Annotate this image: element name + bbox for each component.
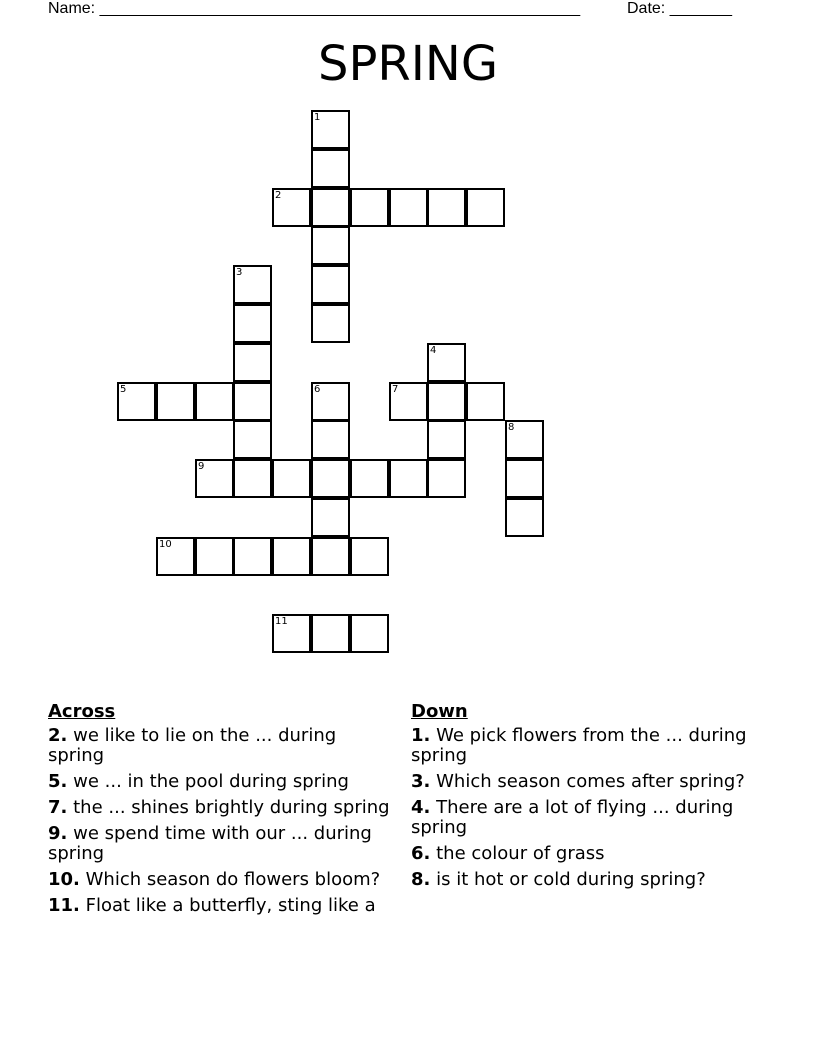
clue-number: 6. [411, 843, 431, 864]
grid-cell[interactable] [311, 188, 350, 227]
grid-cell[interactable] [233, 343, 272, 382]
across-clue [48, 870, 393, 890]
grid-cell[interactable] [389, 459, 428, 498]
clue-text: There are a lot of flying ... during spring [411, 797, 734, 838]
date-field-line: Date: _______ [627, 0, 732, 17]
grid-cell[interactable] [117, 382, 156, 421]
clue-number: 10. [48, 869, 80, 890]
cell-number: 9 [198, 461, 205, 472]
across-clues [48, 702, 393, 922]
down-clue [411, 844, 756, 864]
cell-number: 8 [508, 422, 515, 433]
down-clue [411, 798, 756, 838]
grid-cell[interactable] [156, 537, 195, 576]
across-clue [48, 772, 393, 792]
clue-number: 5. [48, 771, 68, 792]
clue-number: 9. [48, 823, 68, 844]
grid-cell[interactable] [233, 304, 272, 343]
grid-cell[interactable] [505, 420, 544, 459]
grid-cell[interactable] [350, 459, 389, 498]
cell-number: 3 [236, 267, 243, 278]
grid-cell[interactable] [272, 459, 311, 498]
grid-cell[interactable] [195, 459, 234, 498]
grid-cell[interactable] [350, 537, 389, 576]
grid-cell[interactable] [311, 420, 350, 459]
grid-cell[interactable] [427, 343, 466, 382]
clue-number: 7. [48, 797, 68, 818]
grid-cell[interactable] [427, 188, 466, 227]
grid-cell[interactable] [311, 304, 350, 343]
clue-number: 1. [411, 725, 431, 746]
clue-text: we ... in the pool during spring [73, 771, 349, 792]
down-clue [411, 726, 756, 766]
across-clue [48, 798, 393, 818]
page-title: SPRING [317, 36, 499, 92]
cell-number: 11 [275, 616, 288, 627]
grid-cell[interactable] [233, 459, 272, 498]
clue-text: Float like a butterfly, sting like a [85, 895, 376, 916]
grid-cell[interactable] [233, 265, 272, 304]
across-clue [48, 726, 393, 766]
grid-cell[interactable] [427, 420, 466, 459]
grid-cell[interactable] [389, 188, 428, 227]
grid-cell[interactable] [311, 265, 350, 304]
down-heading: Down [411, 701, 468, 722]
clue-number: 8. [411, 869, 431, 890]
grid-cell[interactable] [195, 537, 234, 576]
grid-cell[interactable] [272, 614, 311, 653]
clue-text: we spend time with our ... during spring [48, 823, 372, 864]
down-clue [411, 870, 756, 890]
clue-text: the colour of grass [436, 843, 605, 864]
grid-cell[interactable] [311, 537, 350, 576]
grid-cell[interactable] [350, 614, 389, 653]
grid-cell[interactable] [389, 382, 428, 421]
down-clue [411, 772, 756, 792]
clue-number: 4. [411, 797, 431, 818]
down-clue-list [411, 726, 756, 890]
cell-number: 1 [314, 112, 321, 123]
grid-cell[interactable] [505, 498, 544, 537]
clue-number: 3. [411, 771, 431, 792]
clue-text: Which season comes after spring? [436, 771, 745, 792]
grid-cell[interactable] [233, 537, 272, 576]
grid-cell[interactable] [466, 382, 505, 421]
across-clue [48, 896, 393, 916]
grid-cell[interactable] [311, 110, 350, 149]
clue-number: 11. [48, 895, 80, 916]
across-clue-list [48, 726, 393, 916]
grid-cell[interactable] [311, 498, 350, 537]
grid-cell[interactable] [311, 149, 350, 188]
grid-cell[interactable] [156, 382, 195, 421]
name-field-line: Name: ______________________________________________________ [48, 0, 581, 17]
grid-cell[interactable] [427, 382, 466, 421]
grid-cell[interactable] [311, 614, 350, 653]
cell-number: 4 [430, 345, 437, 356]
grid-cell[interactable] [466, 188, 505, 227]
grid-cell[interactable] [195, 382, 234, 421]
grid-cell[interactable] [272, 188, 311, 227]
cell-number: 5 [120, 384, 127, 395]
grid-cell[interactable] [505, 459, 544, 498]
clue-number: 2. [48, 725, 68, 746]
grid-cell[interactable] [311, 382, 350, 421]
clue-text: the ... shines brightly during spring [73, 797, 390, 818]
grid-cell[interactable] [350, 188, 389, 227]
across-heading: Across [48, 701, 116, 722]
cell-number: 7 [392, 384, 399, 395]
cell-number: 6 [314, 384, 321, 395]
grid-cell[interactable] [233, 420, 272, 459]
grid-cell[interactable] [311, 226, 350, 265]
grid-cell[interactable] [427, 459, 466, 498]
down-clues [411, 702, 756, 896]
clue-text: We pick flowers from the ... during spring [411, 725, 747, 766]
grid-cell[interactable] [233, 382, 272, 421]
cell-number: 2 [275, 190, 282, 201]
clue-text: Which season do flowers bloom? [85, 869, 381, 890]
grid-cell[interactable] [272, 537, 311, 576]
across-clue [48, 824, 393, 864]
cell-number: 10 [159, 539, 172, 550]
clue-text: is it hot or cold during spring? [436, 869, 706, 890]
grid-cell[interactable] [311, 459, 350, 498]
clue-text: we like to lie on the ... during spring [48, 725, 337, 766]
